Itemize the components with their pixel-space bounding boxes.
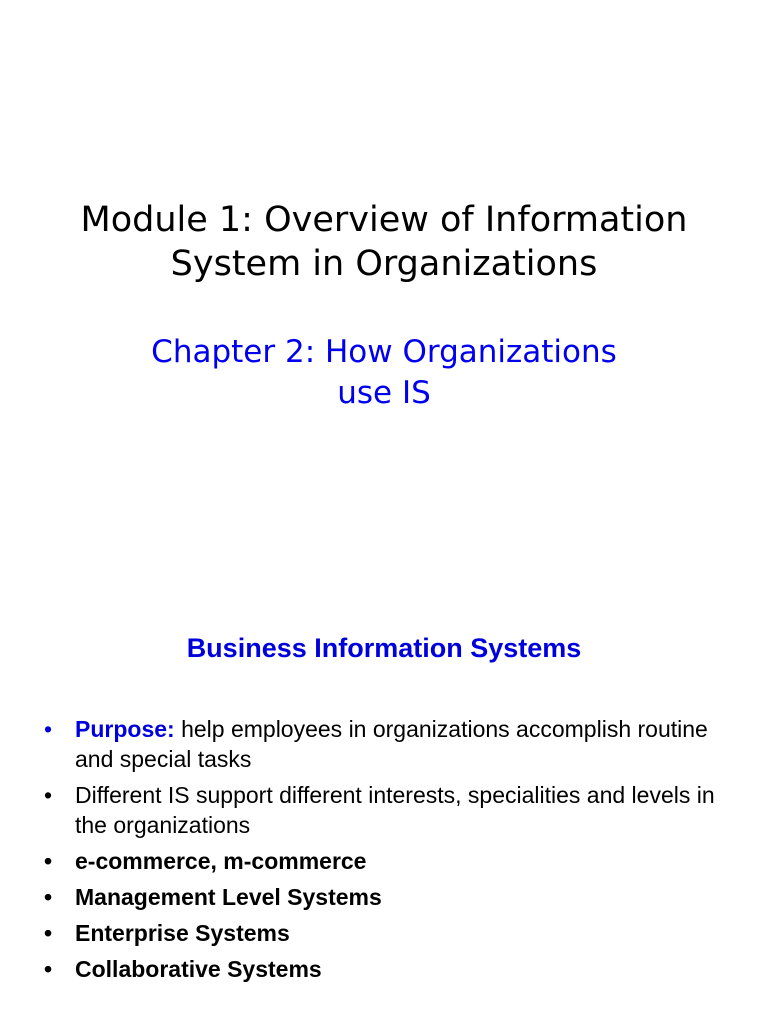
section-heading: Business Information Systems [186,633,582,663]
bullet-item-enterprise [0,918,768,948]
bullet-icon: • [44,956,53,982]
bullet-item-purpose [0,714,768,774]
bullet-text: Management Level Systems [75,884,382,910]
bullet-text: Enterprise Systems [75,920,290,946]
bullet-list [0,714,768,990]
bullet-icon: • [44,884,53,910]
bullet-item-management-level [0,882,768,912]
module-title-line-1: Module 1: Overview of Information [80,200,688,240]
bullet-item-different-is [0,780,768,840]
bullet-item-ecommerce [0,846,768,876]
bullet-icon: • [44,848,53,874]
bullet-text: help employees in organizations accomplish routine and special tasks [75,716,708,772]
chapter-title-line-1: Chapter 2: How Organizations [151,334,617,370]
content-slide [0,512,768,1024]
bullet-icon: • [44,716,53,742]
chapter-title-line-2: use IS [337,375,431,411]
bullet-icon: • [44,782,53,808]
bullet-item-collaborative [0,954,768,984]
bullet-text: Different IS support different interests, specialities and levels in the organizations [75,782,715,838]
module-title-line-2: System in Organizations [170,244,598,284]
bullet-lead: Purpose: [75,716,175,742]
bullet-text: e-commerce, m-commerce [75,848,367,874]
module-title [0,198,768,286]
chapter-title [0,332,768,414]
bullet-icon: • [44,920,53,946]
bullet-text: Collaborative Systems [75,956,322,982]
